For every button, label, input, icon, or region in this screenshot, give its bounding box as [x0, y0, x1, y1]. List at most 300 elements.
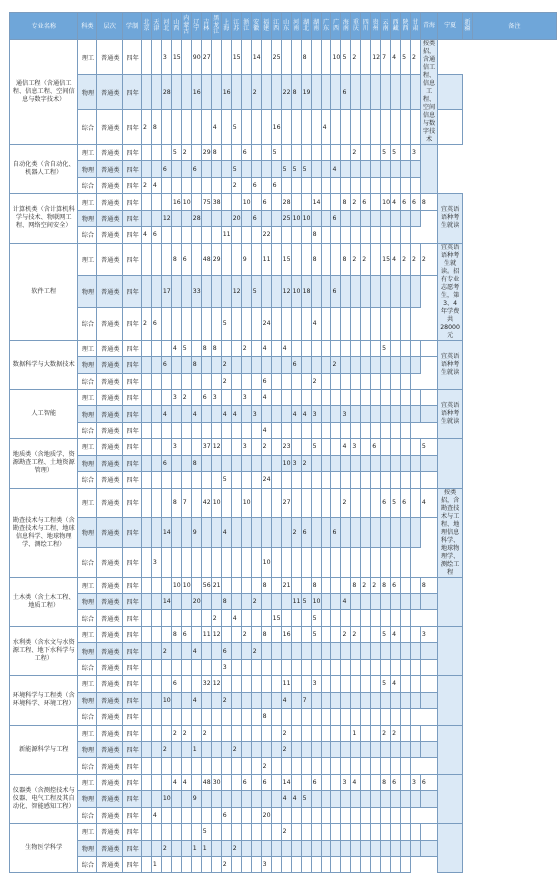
quota-cell: 8 — [171, 243, 181, 275]
quota-cell — [301, 340, 311, 356]
quota-cell: 27 — [201, 40, 211, 75]
quota-cell — [241, 161, 251, 177]
quota-cell: 11 — [221, 227, 231, 243]
quota-cell — [391, 610, 401, 626]
quota-cell — [271, 439, 281, 455]
quota-cell — [171, 709, 181, 725]
table-row — [10, 626, 557, 642]
quota-cell: 16 — [271, 110, 281, 145]
quota-cell — [311, 659, 321, 675]
duration-cell: 四年 — [123, 340, 142, 356]
table-row — [10, 227, 557, 243]
quota-cell — [251, 373, 261, 389]
quota-cell: 14 — [161, 594, 171, 610]
quota-cell — [371, 807, 381, 823]
quota-cell: 5 — [311, 610, 321, 626]
quota-cell: 5 — [201, 824, 211, 840]
quota-cell — [361, 594, 371, 610]
quota-cell — [291, 643, 301, 659]
level-cell: 普通类 — [97, 308, 123, 340]
quota-cell — [171, 177, 181, 193]
quota-cell — [410, 406, 420, 422]
quota-cell — [341, 676, 351, 692]
quota-cell: 5 — [381, 626, 391, 642]
quota-cell — [321, 676, 331, 692]
quota-cell: 3 — [351, 439, 361, 455]
quota-cell — [211, 807, 221, 823]
quota-cell — [211, 791, 221, 807]
quota-cell — [241, 610, 251, 626]
quota-cell — [371, 791, 381, 807]
quota-cell — [142, 357, 152, 373]
quota-cell — [351, 275, 361, 307]
level-cell: 普通类 — [97, 692, 123, 708]
quota-cell — [301, 373, 311, 389]
quota-cell — [291, 340, 301, 356]
quota-cell — [371, 455, 381, 471]
quota-cell: 6 — [181, 626, 191, 642]
quota-cell — [401, 455, 411, 471]
quota-cell: 2 — [420, 243, 437, 275]
quota-cell — [261, 659, 271, 675]
quota-cell — [271, 406, 281, 422]
quota-cell — [301, 643, 311, 659]
level-cell: 普通类 — [97, 340, 123, 356]
quota-cell: 24 — [261, 308, 271, 340]
quota-cell — [401, 725, 411, 741]
quota-cell — [211, 643, 221, 659]
quota-cell — [211, 725, 221, 741]
quota-cell — [291, 145, 301, 161]
quota-cell — [151, 75, 161, 110]
quota-cell: 6 — [381, 488, 391, 518]
quota-cell — [381, 389, 391, 405]
note-cell — [438, 439, 463, 488]
quota-cell — [321, 659, 331, 675]
quota-cell: 2 — [201, 725, 211, 741]
quota-cell — [151, 406, 161, 422]
quota-cell: 56 — [201, 577, 211, 593]
quota-cell — [361, 807, 371, 823]
quota-cell — [381, 547, 391, 577]
quota-cell — [331, 709, 341, 725]
quota-cell — [251, 741, 261, 757]
quota-cell — [231, 594, 241, 610]
subject-type-cell: 理工 — [78, 243, 97, 275]
quota-cell: 2 — [181, 145, 191, 161]
quota-cell — [401, 210, 411, 226]
quota-cell — [142, 439, 152, 455]
quota-cell — [142, 577, 152, 593]
quota-cell — [281, 709, 291, 725]
duration-cell: 四年 — [123, 40, 142, 75]
quota-cell — [151, 643, 161, 659]
quota-cell — [142, 824, 152, 840]
quota-cell — [401, 373, 411, 389]
quota-cell — [381, 692, 391, 708]
quota-cell: 2 — [351, 626, 361, 642]
quota-cell: 4 — [181, 774, 191, 790]
quota-cell — [211, 373, 221, 389]
quota-cell — [391, 406, 401, 422]
quota-cell — [271, 709, 281, 725]
quota-cell: 6 — [401, 488, 411, 518]
quota-cell — [231, 518, 241, 548]
quota-cell — [410, 439, 420, 455]
quota-cell — [281, 373, 291, 389]
quota-cell — [191, 610, 201, 626]
quota-cell: 2 — [331, 357, 341, 373]
quota-cell — [321, 75, 331, 110]
quota-cell — [381, 741, 391, 757]
quota-cell: 5 — [391, 488, 401, 518]
quota-cell — [391, 455, 401, 471]
table-row — [10, 243, 557, 275]
quota-cell: 90 — [191, 40, 201, 75]
quota-cell — [331, 145, 341, 161]
quota-cell — [241, 594, 251, 610]
quota-cell — [201, 709, 211, 725]
quota-cell — [241, 692, 251, 708]
quota-cell — [251, 243, 261, 275]
quota-cell — [351, 161, 361, 177]
quota-cell — [161, 610, 171, 626]
quota-cell — [420, 340, 437, 356]
quota-cell — [241, 659, 251, 675]
quota-cell — [191, 824, 201, 840]
quota-cell — [371, 547, 381, 577]
quota-cell — [221, 275, 231, 307]
quota-cell — [281, 145, 291, 161]
quota-cell — [371, 194, 381, 210]
quota-cell — [181, 210, 191, 226]
quota-cell — [281, 357, 291, 373]
quota-cell — [241, 824, 251, 840]
quota-cell — [181, 422, 191, 438]
subject-type-cell: 物理 — [78, 455, 97, 471]
quota-cell — [391, 547, 401, 577]
quota-cell — [381, 518, 391, 548]
quota-cell — [361, 275, 371, 307]
quota-cell — [231, 659, 241, 675]
quota-cell — [181, 643, 191, 659]
header-cell: 福建 — [261, 13, 271, 40]
quota-cell: 6 — [221, 807, 231, 823]
quota-cell: 6 — [261, 373, 271, 389]
quota-cell — [331, 110, 341, 145]
quota-cell — [181, 791, 191, 807]
quota-cell — [301, 227, 311, 243]
quota-cell — [301, 676, 311, 692]
quota-cell — [221, 610, 231, 626]
quota-cell — [351, 840, 361, 856]
quota-cell — [381, 406, 391, 422]
quota-cell — [331, 676, 341, 692]
quota-cell — [311, 177, 321, 193]
quota-cell — [181, 840, 191, 856]
duration-cell: 四年 — [123, 807, 142, 823]
quota-cell — [241, 373, 251, 389]
quota-cell — [331, 741, 341, 757]
header-cell: 西藏 — [391, 13, 401, 40]
quota-cell — [321, 455, 331, 471]
quota-cell: 5 — [401, 40, 411, 75]
quota-cell — [410, 725, 420, 741]
quota-cell — [171, 741, 181, 757]
major-name-cell: 计算机类（含计算机科学与技术、物联网工程、网络空间安全） — [10, 194, 78, 243]
quota-cell: 2 — [241, 626, 251, 642]
quota-cell — [361, 610, 371, 626]
quota-cell — [171, 455, 181, 471]
quota-cell — [201, 807, 211, 823]
quota-cell — [301, 243, 311, 275]
quota-cell — [221, 243, 231, 275]
quota-cell: 3 — [261, 857, 271, 873]
quota-cell — [371, 227, 381, 243]
quota-cell — [341, 275, 351, 307]
quota-cell — [241, 177, 251, 193]
quota-cell — [181, 518, 191, 548]
quota-cell — [211, 227, 221, 243]
quota-cell: 5 — [281, 161, 291, 177]
quota-cell — [241, 725, 251, 741]
quota-cell: 2 — [251, 594, 261, 610]
quota-cell — [221, 389, 231, 405]
quota-cell — [161, 340, 171, 356]
quota-cell: 7 — [381, 40, 391, 75]
quota-cell — [142, 725, 152, 741]
quota-cell — [181, 406, 191, 422]
quota-cell — [420, 725, 437, 741]
quota-cell — [321, 709, 331, 725]
quota-cell — [438, 75, 463, 110]
quota-cell: 4 — [291, 791, 301, 807]
quota-cell — [331, 373, 341, 389]
quota-cell — [201, 472, 211, 488]
quota-cell: 32 — [201, 676, 211, 692]
quota-cell: 29 — [211, 243, 221, 275]
level-cell: 普通类 — [97, 389, 123, 405]
quota-cell — [391, 594, 401, 610]
major-name-cell: 通信工程（含通信工程、信息工程、空间信息与数字技术） — [10, 40, 78, 145]
quota-cell: 4 — [391, 40, 401, 75]
quota-cell — [191, 676, 201, 692]
quota-cell — [291, 626, 301, 642]
quota-cell: 2 — [221, 857, 231, 873]
quota-cell — [271, 626, 281, 642]
table-row — [10, 709, 557, 725]
quota-cell — [281, 40, 291, 75]
quota-cell: 1 — [191, 741, 201, 757]
quota-cell — [410, 210, 420, 226]
quota-cell — [171, 758, 181, 774]
quota-cell — [331, 472, 341, 488]
quota-cell — [221, 626, 231, 642]
quota-cell: 4 — [261, 340, 271, 356]
quota-cell — [142, 610, 152, 626]
subject-type-cell: 理工 — [78, 439, 97, 455]
quota-cell — [341, 840, 351, 856]
quota-cell: 6 — [201, 389, 211, 405]
quota-cell: 2 — [341, 626, 351, 642]
quota-cell — [331, 577, 341, 593]
quota-cell — [241, 472, 251, 488]
quota-cell: 8 — [341, 243, 351, 275]
quota-cell — [401, 275, 411, 307]
quota-cell — [381, 439, 391, 455]
quota-cell — [201, 692, 211, 708]
quota-cell — [351, 75, 361, 110]
quota-cell — [181, 308, 191, 340]
quota-cell — [191, 758, 201, 774]
duration-cell: 四年 — [123, 824, 142, 840]
quota-cell — [410, 626, 420, 642]
quota-cell — [181, 547, 191, 577]
quota-cell — [241, 422, 251, 438]
quota-cell — [261, 406, 271, 422]
quota-cell — [321, 373, 331, 389]
quota-cell: 11 — [281, 676, 291, 692]
subject-type-cell: 理工 — [78, 626, 97, 642]
quota-cell — [341, 308, 351, 340]
quota-cell — [231, 692, 241, 708]
quota-cell — [151, 577, 161, 593]
quota-cell — [211, 472, 221, 488]
quota-cell — [341, 709, 351, 725]
quota-cell: 2 — [231, 177, 241, 193]
note-cell: 按类招，含通信工程、信息工程、空间信息与数字技术 — [420, 40, 437, 145]
quota-cell — [321, 518, 331, 548]
quota-cell — [251, 357, 261, 373]
quota-cell — [361, 210, 371, 226]
quota-cell: 8 — [151, 110, 161, 145]
quota-cell: 5 — [311, 626, 321, 642]
quota-cell: 75 — [201, 194, 211, 210]
quota-cell — [291, 110, 301, 145]
quota-cell — [351, 227, 361, 243]
quota-cell — [321, 857, 331, 873]
quota-cell — [151, 594, 161, 610]
quota-cell: 2 — [161, 840, 171, 856]
quota-cell: 10 — [301, 210, 311, 226]
quota-cell — [331, 406, 341, 422]
quota-cell — [341, 643, 351, 659]
quota-cell — [201, 177, 211, 193]
major-name-cell: 数据科学与大数据技术 — [10, 340, 78, 389]
quota-cell — [142, 406, 152, 422]
quota-cell: 33 — [191, 275, 201, 307]
quota-cell — [391, 161, 401, 177]
subject-type-cell: 综合 — [78, 422, 97, 438]
quota-cell — [231, 422, 241, 438]
quota-cell — [171, 518, 181, 548]
quota-cell — [161, 659, 171, 675]
quota-cell — [261, 594, 271, 610]
quota-cell — [351, 610, 361, 626]
quota-cell: 6 — [331, 275, 341, 307]
duration-cell: 四年 — [123, 227, 142, 243]
quota-cell: 10 — [291, 210, 301, 226]
quota-cell — [301, 626, 311, 642]
quota-cell — [181, 824, 191, 840]
quota-cell — [281, 857, 291, 873]
quota-cell — [420, 643, 437, 659]
quota-cell: 8 — [311, 227, 321, 243]
quota-cell — [151, 210, 161, 226]
header-cell: 云南 — [381, 13, 391, 40]
quota-cell — [391, 518, 401, 548]
quota-cell — [401, 857, 411, 873]
quota-cell — [181, 357, 191, 373]
quota-cell — [321, 40, 331, 75]
quota-cell — [361, 518, 371, 548]
quota-cell — [301, 389, 311, 405]
quota-cell: 4 — [221, 406, 231, 422]
quota-cell — [142, 389, 152, 405]
subject-type-cell: 物理 — [78, 518, 97, 548]
quota-cell — [371, 725, 381, 741]
quota-cell — [301, 422, 311, 438]
quota-cell — [311, 357, 321, 373]
quota-cell — [161, 758, 171, 774]
quota-cell: 8 — [420, 194, 437, 210]
quota-cell — [271, 422, 281, 438]
major-name-cell: 土木类（含土木工程、地质工程） — [10, 577, 78, 626]
quota-cell — [361, 145, 371, 161]
subject-type-cell: 综合 — [78, 758, 97, 774]
quota-cell: 3 — [211, 389, 221, 405]
quota-cell — [181, 676, 191, 692]
quota-cell — [321, 340, 331, 356]
quota-cell — [401, 659, 411, 675]
quota-cell: 2 — [361, 243, 371, 275]
quota-cell — [301, 774, 311, 790]
quota-cell — [201, 518, 211, 548]
quota-cell: 10 — [381, 194, 391, 210]
header-cell: 重庆 — [351, 13, 361, 40]
quota-cell — [371, 422, 381, 438]
quota-cell — [341, 758, 351, 774]
quota-cell: 28 — [161, 75, 171, 110]
quota-cell: 4 — [171, 340, 181, 356]
note-cell: 宜英语语种考生就读 — [438, 389, 463, 438]
quota-cell — [341, 472, 351, 488]
subject-type-cell: 理工 — [78, 774, 97, 790]
quota-cell: 12 — [371, 40, 381, 75]
quota-cell: 10 — [161, 692, 171, 708]
quota-cell — [281, 807, 291, 823]
duration-cell: 四年 — [123, 455, 142, 471]
quota-cell — [191, 857, 201, 873]
quota-cell — [401, 357, 411, 373]
quota-cell — [361, 472, 371, 488]
quota-cell: 4 — [191, 406, 201, 422]
quota-cell — [381, 308, 391, 340]
quota-cell: 10 — [171, 577, 181, 593]
quota-cell — [381, 824, 391, 840]
quota-cell: 6 — [291, 357, 301, 373]
level-cell: 普通类 — [97, 145, 123, 161]
quota-cell: 28 — [281, 194, 291, 210]
quota-cell: 5 — [381, 340, 391, 356]
quota-cell — [291, 840, 301, 856]
quota-cell — [211, 161, 221, 177]
duration-cell: 四年 — [123, 741, 142, 757]
quota-cell — [331, 439, 341, 455]
quota-cell — [271, 676, 281, 692]
quota-cell — [241, 75, 251, 110]
subject-type-cell: 理工 — [78, 676, 97, 692]
